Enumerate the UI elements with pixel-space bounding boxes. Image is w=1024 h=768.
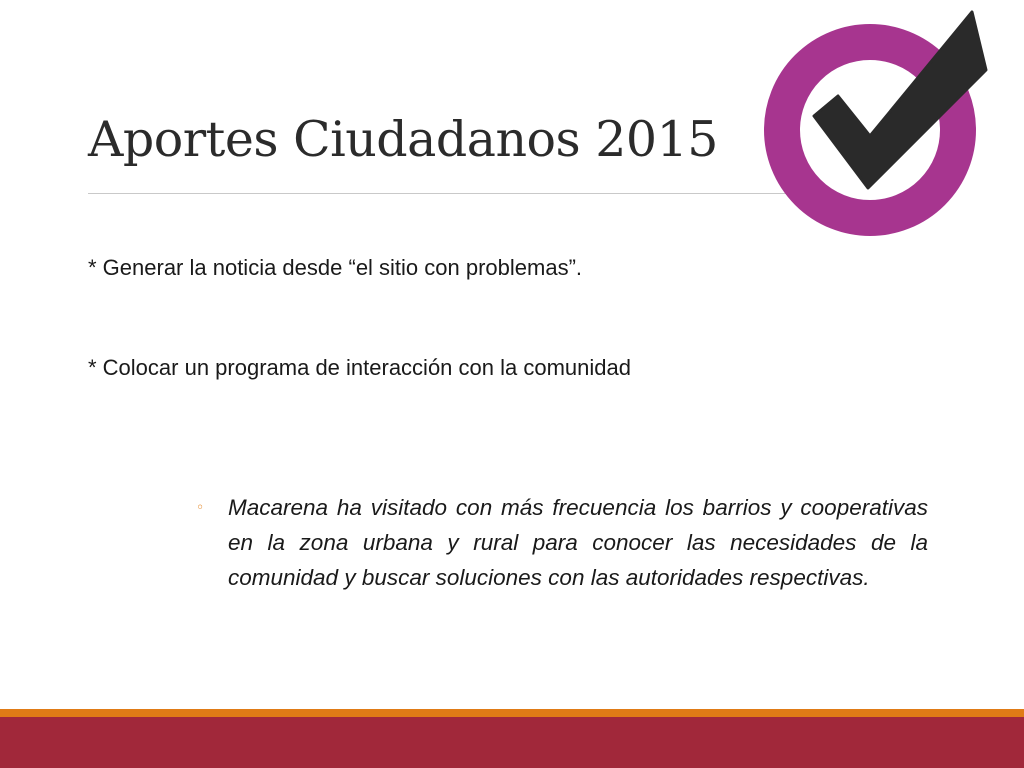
footer-orange-stripe xyxy=(0,709,1024,717)
checkmark-circle-icon xyxy=(760,8,990,240)
bullet-item xyxy=(196,490,928,595)
item-colocar-programa: * Colocar un programa de interacción con la comunidad xyxy=(88,355,631,380)
item-generar-noticia: * Generar la noticia desde “el sitio con problemas”. xyxy=(88,255,583,280)
slide-title: Aportes Ciudadanos 2015 xyxy=(88,111,718,168)
bullet-text: Macarena ha visitado con más frecuencia los barrios y cooperativas en la zona urbana y rural para conocer las necesidades de la comunidad y buscar soluciones con las autoridades respectivas. xyxy=(228,495,928,590)
bullet-circle-icon: ◦ xyxy=(196,500,205,516)
title-divider xyxy=(88,193,788,194)
footer-red-band xyxy=(0,717,1024,768)
